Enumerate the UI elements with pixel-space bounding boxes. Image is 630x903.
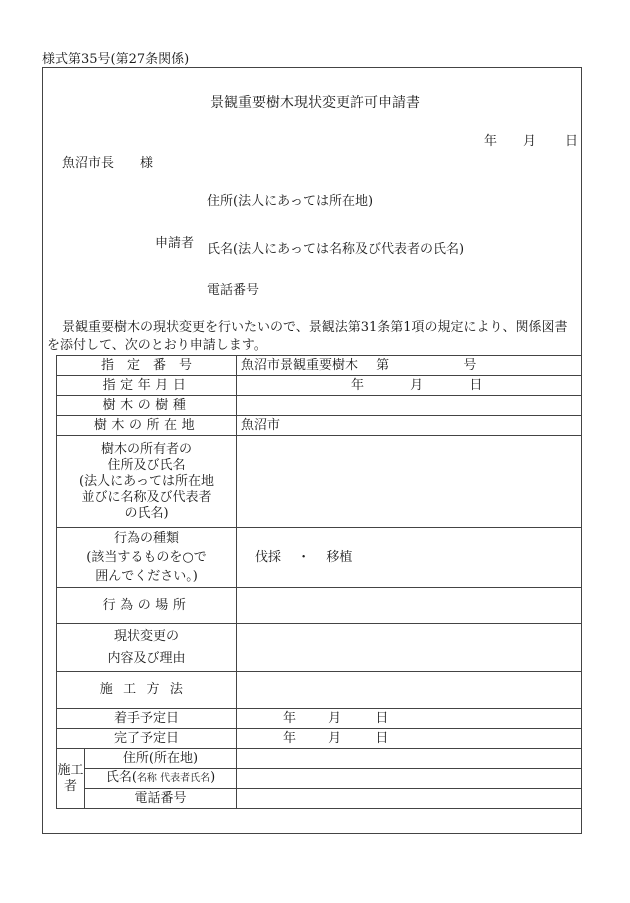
table-row: [57, 396, 582, 416]
action-option-separator: ・: [297, 549, 311, 565]
action-place-field[interactable]: [237, 588, 582, 624]
designation-date-field[interactable]: [237, 376, 582, 396]
contractor-phone-label: 電話番号: [85, 789, 237, 809]
designation-number-go: 号: [463, 357, 477, 373]
action-type-label: [57, 528, 237, 588]
contractor-label: 施工者: [57, 749, 85, 809]
table-row: [57, 709, 582, 729]
designation-date-label: 指定年月日: [57, 376, 237, 396]
designation-date-day: 日: [469, 377, 483, 393]
construction-method-field[interactable]: [237, 672, 582, 709]
application-table: [56, 355, 582, 809]
owner-label-line-2: 住所及び氏名: [107, 457, 186, 473]
contractor-name-small: 名称 代表者氏名: [136, 773, 211, 784]
table-row: [57, 672, 582, 709]
change-content-field[interactable]: [237, 624, 582, 672]
action-type-label-line-1: 行為の種類: [114, 531, 180, 546]
applicant-address-label: 住所(法人にあっては所在地): [207, 194, 374, 209]
recipient-name: 魚沼市長: [62, 156, 115, 171]
contractor-name-label: [85, 769, 237, 789]
table-row: [57, 789, 582, 809]
tree-species-label: 樹木の樹種: [57, 396, 237, 416]
table-row: [57, 588, 582, 624]
action-option-felling[interactable]: 伐採: [255, 549, 282, 565]
form-title: 景観重要樹木現状変更許可申請書: [210, 95, 420, 111]
owner-label-line-5: の氏名): [124, 505, 169, 521]
designation-number-label: 指 定 番 号: [57, 356, 237, 376]
action-type-label-line-2: (該当するものを○で: [86, 550, 207, 565]
table-row: [57, 356, 582, 376]
table-row: [57, 769, 582, 789]
action-option-transplant[interactable]: 移植: [326, 549, 353, 565]
tree-species-field[interactable]: [237, 396, 582, 416]
start-date-month: 月: [328, 710, 342, 726]
applicant-phone-label: 電話番号: [207, 283, 260, 298]
start-date-label: 着手予定日: [57, 709, 237, 729]
change-content-label: [57, 624, 237, 672]
change-content-label-line-1: 現状変更の: [114, 628, 180, 644]
owner-label-line-1: 樹木の所有者の: [101, 441, 193, 457]
change-content-label-line-2: 内容及び理由: [107, 650, 186, 666]
applicant-name-label: 氏名(法人にあっては名称及び代表者の氏名): [207, 242, 465, 257]
table-row: [57, 749, 582, 769]
body-line-2: を添付して、次のとおり申請します。: [47, 338, 267, 353]
designation-number-dai: 第: [376, 357, 390, 373]
date-day: 日: [565, 134, 579, 149]
end-date-month: 月: [328, 730, 342, 746]
designation-number-field[interactable]: [237, 356, 582, 376]
body-line-1: 景観重要樹木の現状変更を行いたいので、景観法第31条第1項の規定により、関係図書: [62, 320, 568, 335]
table-row: [57, 416, 582, 436]
designation-date-month: 月: [410, 377, 424, 393]
action-place-label: 行為の場所: [57, 588, 237, 624]
owner-label-line-4: 並びに名称及び代表者: [81, 489, 212, 505]
contractor-address-field[interactable]: [237, 749, 582, 769]
contractor-name-field[interactable]: [237, 769, 582, 789]
recipient-honorific: 様: [140, 156, 154, 171]
table-row: [57, 624, 582, 672]
owner-field[interactable]: [237, 436, 582, 528]
designation-number-prefix: 魚沼市景観重要樹木: [241, 357, 359, 373]
date-year: 年: [484, 134, 498, 149]
end-date-year: 年: [283, 730, 297, 746]
contractor-phone-field[interactable]: [237, 789, 582, 809]
table-row: [57, 528, 582, 588]
contractor-address-label: 住所(所在地): [85, 749, 237, 769]
contractor-name-close: ): [210, 770, 216, 785]
designation-date-year: 年: [351, 377, 365, 393]
contractor-name-main: 氏名(: [105, 770, 137, 785]
end-date-label: 完了予定日: [57, 729, 237, 749]
action-type-label-line-3: 囲んでください。): [95, 569, 198, 584]
start-date-field[interactable]: [237, 709, 582, 729]
date-month: 月: [523, 134, 537, 149]
tree-location-field[interactable]: 魚沼市: [237, 416, 582, 436]
start-date-day: 日: [375, 710, 389, 726]
table-row: [57, 729, 582, 749]
end-date-day: 日: [375, 730, 389, 746]
table-row: [57, 436, 582, 528]
action-type-field[interactable]: [237, 528, 582, 588]
tree-location-label: 樹木の所在地: [57, 416, 237, 436]
start-date-year: 年: [283, 710, 297, 726]
owner-label-line-3: (法人にあっては所在地: [79, 473, 214, 489]
end-date-field[interactable]: [237, 729, 582, 749]
form-number: 様式第35号(第27条関係): [42, 52, 190, 67]
owner-label: [57, 436, 237, 528]
applicant-label: 申請者: [155, 236, 195, 251]
table-row: [57, 376, 582, 396]
construction-method-label: 施工方法: [57, 672, 237, 709]
